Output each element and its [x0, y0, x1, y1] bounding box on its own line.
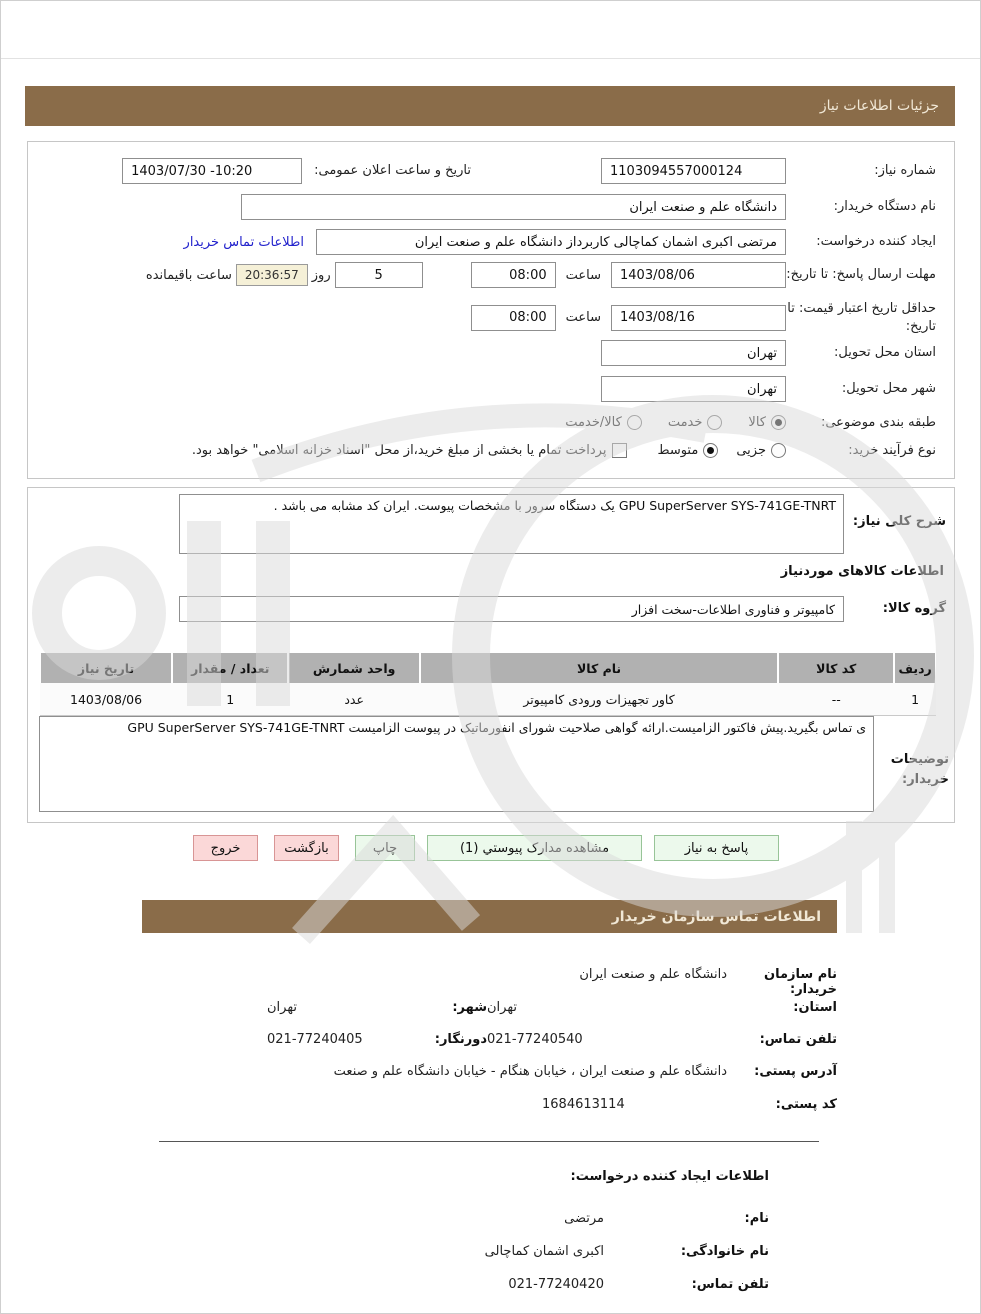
delivery-province-label: استان محل تحویل: [834, 345, 936, 361]
first-name-label: نام: [744, 1211, 769, 1226]
announce-datetime-field[interactable]: 1403/07/30 -10:20 [122, 158, 302, 184]
province-label: استان: [793, 1000, 837, 1015]
row-org-name [142, 967, 837, 997]
response-deadline-label: مهلت ارسال پاسخ: تا تاریخ: [786, 267, 936, 283]
row-need-number [40, 158, 936, 184]
last-name-value: اکبری اشمان کماچالی [484, 1244, 604, 1259]
col-unit: واحد شمارش [288, 653, 419, 683]
hours-remaining-label: ساعت باقیمانده [145, 267, 232, 283]
cell-unit: عدد [288, 683, 419, 716]
radio-option-goods-service[interactable]: کالا/خدمت [565, 415, 642, 430]
radio-option-goods[interactable]: کالا [748, 415, 786, 430]
row-delivery-city [40, 376, 936, 402]
action-buttons-row [193, 835, 779, 861]
goods-group-field[interactable]: کامپیوتر و فناوری اطلاعات-سخت افزار [179, 596, 844, 622]
back-button[interactable]: بازگشت [274, 835, 339, 861]
exit-button[interactable]: خروج [193, 835, 258, 861]
purchase-process-label: نوع فرآیند خرید: [848, 443, 936, 458]
row-postal-address [142, 1064, 837, 1079]
need-description-textarea[interactable]: GPU SuperServer SYS-741GE-TNRT یک دستگاه سرور با مشخصات پیوست. ایران کد مشابه می باشد . [179, 494, 844, 554]
price-validity-time-field[interactable]: 08:00 [471, 305, 556, 331]
print-button[interactable]: چاپ [355, 835, 415, 861]
cell-goods-code: -- [778, 683, 894, 716]
buyer-org-field[interactable]: دانشگاه علم و صنعت ایران [241, 194, 786, 220]
cell-need-date: 1403/08/06 [40, 683, 172, 716]
buyer-notes-label: توضیحات خریدار: [890, 752, 949, 787]
response-deadline-time-field[interactable]: 08:00 [471, 262, 556, 288]
fax-value: 021-77240405 [267, 1032, 363, 1047]
col-quantity: تعداد / مقدار [172, 653, 288, 683]
announce-datetime-label: تاریخ و ساعت اعلان عمومی: [314, 163, 471, 179]
delivery-province-field[interactable]: تهران [601, 340, 786, 366]
phone-value: 021-77240540 [487, 1032, 583, 1047]
countdown-timer: 20:36:57 [236, 264, 308, 286]
buyer-contact-title: اطلاعات تماس سازمان خریدار [611, 908, 821, 925]
col-row-number: ردیف [894, 653, 936, 683]
goods-table [39, 653, 937, 716]
request-creator-field[interactable]: مرتضی اکبری اشمان کماچالی کاربرداز دانشگاه علم و صنعت ایران [316, 229, 786, 255]
price-validity-date-field[interactable]: 1403/08/16 [611, 305, 786, 331]
creator-info-heading: اطلاعات ایجاد کننده درخواست: [570, 1169, 769, 1184]
row-purchase-process [40, 442, 936, 460]
city-value: تهران [267, 1000, 297, 1015]
remaining-days-field[interactable]: 5 [335, 262, 423, 288]
goods-group-label: گروه کالا: [882, 601, 946, 616]
treasury-checkbox-option[interactable]: پرداخت تمام یا بخشی از مبلغ خرید،از محل "اسناد خزانه اسلامی" خواهد بود. [192, 443, 628, 458]
city-label: شهر: [452, 1000, 487, 1015]
radio-goods-icon[interactable] [771, 415, 786, 430]
postal-code-label: کد پستی: [775, 1097, 837, 1112]
row-subject-category [40, 414, 936, 432]
items-section-title: اطلاعات کالاهای موردنیاز [780, 564, 944, 579]
buyer-contact-link[interactable]: اطلاعات تماس خریدار [183, 234, 304, 250]
need-description-label: شرح کلی نیاز: [852, 514, 946, 529]
subject-category-label: طبقه بندی موضوعی: [820, 415, 936, 430]
row-price-validity [40, 300, 936, 335]
col-goods-name: نام کالا [420, 653, 778, 683]
day-label: روز [311, 267, 331, 283]
need-items-box [27, 487, 955, 823]
response-deadline-date-field[interactable]: 1403/08/06 [611, 262, 786, 288]
row-last-name [249, 1244, 769, 1259]
phone-label: تلفن تماس: [759, 1032, 837, 1047]
contact-divider [159, 1141, 819, 1142]
cell-goods-name: کاور تجهیزات ورودی کامپیوتر [420, 683, 778, 716]
need-info-box [27, 141, 955, 479]
creator-phone-value: 021-77240420 [508, 1277, 604, 1292]
validity-hour-label: ساعت [565, 310, 601, 326]
col-need-date: تاریخ نیاز [40, 653, 172, 683]
radio-service-icon[interactable] [707, 415, 722, 430]
need-number-field[interactable]: 1103094557000124 [601, 158, 786, 184]
last-name-label: نام خانوادگی: [680, 1244, 769, 1259]
row-request-creator [40, 229, 936, 255]
view-attached-docs-button[interactable]: مشاهده مدارک پیوستي (1) [427, 835, 642, 861]
delivery-city-field[interactable]: تهران [601, 376, 786, 402]
province-value: تهران [487, 1000, 517, 1015]
creator-phone-label: تلفن تماس: [691, 1277, 769, 1292]
section-header-need-details [25, 86, 955, 126]
row-postal-code [142, 1097, 837, 1112]
row-buyer-org [40, 194, 936, 220]
delivery-city-label: شهر محل تحویل: [841, 381, 936, 397]
address-value: دانشگاه علم و صنعت ایران ، خیابان هنگام - خیابان دانشگاه علم و صنعت [333, 1064, 727, 1079]
row-response-deadline [40, 262, 936, 288]
row-first-name [249, 1211, 769, 1226]
row-delivery-province [40, 340, 936, 366]
radio-medium-icon[interactable] [703, 443, 718, 458]
deadline-hour-label: ساعت [565, 267, 601, 283]
org-name-label: نام سازمان خریدار: [764, 967, 837, 997]
col-goods-code: کد کالا [778, 653, 894, 683]
treasury-checkbox-icon[interactable] [612, 443, 627, 458]
row-creator-phone [249, 1277, 769, 1292]
row-phone-fax [142, 1032, 837, 1047]
fax-label: دورنگار: [434, 1032, 487, 1047]
section-header-buyer-contact [142, 900, 837, 933]
radio-minor-icon[interactable] [771, 443, 786, 458]
postal-code-value: 1684613114 [542, 1097, 625, 1112]
goods-table-row [40, 683, 936, 716]
goods-table-header-row [40, 653, 936, 683]
address-label: آدرس پستی: [754, 1064, 837, 1079]
cell-row-number: 1 [894, 683, 936, 716]
page-title: جزئیات اطلاعات نیاز [819, 98, 939, 114]
org-name-value: دانشگاه علم و صنعت ایران [579, 967, 727, 982]
need-number-label: شماره نیاز: [874, 163, 936, 179]
request-creator-label: ایجاد کننده درخواست: [816, 234, 936, 250]
radio-goods-service-icon[interactable] [627, 415, 642, 430]
first-name-value: مرتضی [564, 1211, 604, 1226]
radio-option-medium[interactable]: متوسط [657, 443, 718, 458]
reply-to-need-button[interactable]: پاسخ به نیاز [654, 835, 779, 861]
buyer-org-label: نام دستگاه خریدار: [833, 199, 936, 215]
top-separator [1, 58, 980, 59]
radio-option-minor[interactable]: جزیی [736, 443, 786, 458]
buyer-notes-textarea[interactable]: ی تماس بگیرید.پیش فاکتور الزامیست.ارائه گواهی صلاحیت شورای انفورماتیک در پیوست الزامیست GPU SuperServer SYS-741GE-TNRT [39, 716, 874, 812]
cell-quantity: 1 [172, 683, 288, 716]
price-validity-label: حداقل تاریخ اعتبار قیمت: تا تاریخ: [787, 301, 936, 334]
radio-option-service[interactable]: خدمت [668, 415, 723, 430]
row-province-city [142, 1000, 837, 1015]
